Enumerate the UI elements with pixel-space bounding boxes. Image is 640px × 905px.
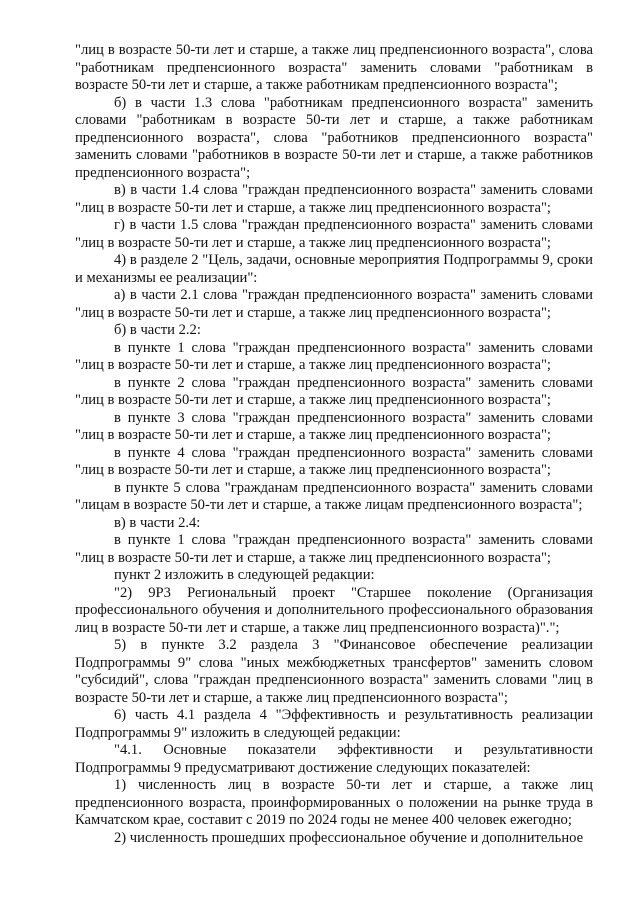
paragraph: пункт 2 изложить в следующей редакции:: [114, 567, 375, 583]
paragraph: а) в части 2.1 слова "граждан предпенсионного возраста" заменить словами "лиц в возрасте 50-ти лет и старше, а также лиц предпенсионного возраста";: [75, 287, 593, 321]
paragraph: в) в части 2.4:: [114, 514, 201, 531]
paragraph: 1) численность лиц в возрасте 50-ти лет и старше, а также лиц предпенсионного возраста, проинформированных о положении на рынке труда в Камчатском крае, составит с 2019 по 2024 годы не менее 400 человек ежегодно;: [75, 777, 593, 828]
paragraph: в пункте 5 слова "гражданам предпенсионного возраста" заменить словами "лицам в возрасте 50-ти лет и старше, а также лицам предпенсионного возраста";: [75, 479, 593, 513]
paragraph: в пункте 1 слова "граждан предпенсионного возраста" заменить словами "лиц в возрасте 50-ти лет и старше, а также лиц предпенсионного возраста";: [75, 339, 593, 373]
paragraph: б) в части 1.3 слова "работникам предпенсионного возраста" заменить словами "работникам в возрасте 50-ти лет и старше, а также работникам предпенсионного возраста", слова "работников предпенсионного возраста" заменить словами "работников в возрасте 50-ти лет и старше, а также работников предпенсионного возраста";: [75, 94, 593, 181]
paragraph: 2) численность прошедших профессиональное обучение и дополнительное: [114, 829, 584, 846]
paragraph: 4) в разделе 2 "Цель, задачи, основные мероприятия Подпрограммы 9, сроки и механизмы ее реализации":: [75, 252, 593, 286]
document-page: [75, 42, 593, 847]
paragraph: в пункте 4 слова "граждан предпенсионного возраста" заменить словами "лиц в возрасте 50-ти лет и старше, а также лиц предпенсионного возраста";: [75, 444, 593, 478]
paragraph: "лиц в возрасте 50-ти лет и старше, а также лиц предпенсионного возраста", слова "работникам предпенсионного возраста" заменить словами "работникам в возрасте 50-ти лет и старше, а также работникам предпенсионного возраста";: [75, 42, 593, 93]
paragraph: "2) 9Р3 Региональный проект "Старшее поколение (Организация профессионального обучения и дополнительного профессионального образования лиц в возрасте 50-ти лет и старше, а также лиц предпенсионного возраста)".";: [75, 584, 593, 636]
paragraph: в пункте 2 слова "граждан предпенсионного возраста" заменить словами "лиц в возрасте 50-ти лет и старше, а также лиц предпенсионного возраста";: [75, 374, 593, 408]
paragraph: г) в части 1.5 слова "граждан предпенсионного возраста" заменить словами "лиц в возрасте 50-ти лет и старше, а также лиц предпенсионного возраста";: [75, 217, 593, 251]
paragraph: в пункте 3 слова "граждан предпенсионного возраста" заменить словами "лиц в возрасте 50-ти лет и старше, а также лиц предпенсионного возраста";: [75, 409, 593, 443]
paragraph: б) в части 2.2:: [114, 322, 201, 338]
paragraph: в пункте 1 слова "граждан предпенсионного возраста" заменить словами "лиц в возрасте 50-ти лет и старше, а также лиц предпенсионного возраста";: [75, 532, 593, 566]
paragraph: 6) часть 4.1 раздела 4 "Эффективность и результативность реализации Подпрограммы 9" изложить в следующей редакции:: [75, 707, 593, 741]
paragraph: 5) в пункте 3.2 раздела 3 "Финансовое обеспечение реализации Подпрограммы 9" слова "иных межбюджетных трансфертов" заменить словом "субсидий", слова "граждан предпенсионного возраста" заменить словами "лиц в возрасте 50-ти лет и старше, а также лиц предпенсионного возраста";: [75, 637, 593, 706]
paragraph: "4.1. Основные показатели эффективности и результативности Подпрограммы 9 предусматривают достижение следующих показателей:: [75, 742, 593, 776]
paragraph: в) в части 1.4 слова "граждан предпенсионного возраста" заменить словами "лиц в возрасте 50-ти лет и старше, а также лиц предпенсионного возраста";: [75, 182, 593, 216]
